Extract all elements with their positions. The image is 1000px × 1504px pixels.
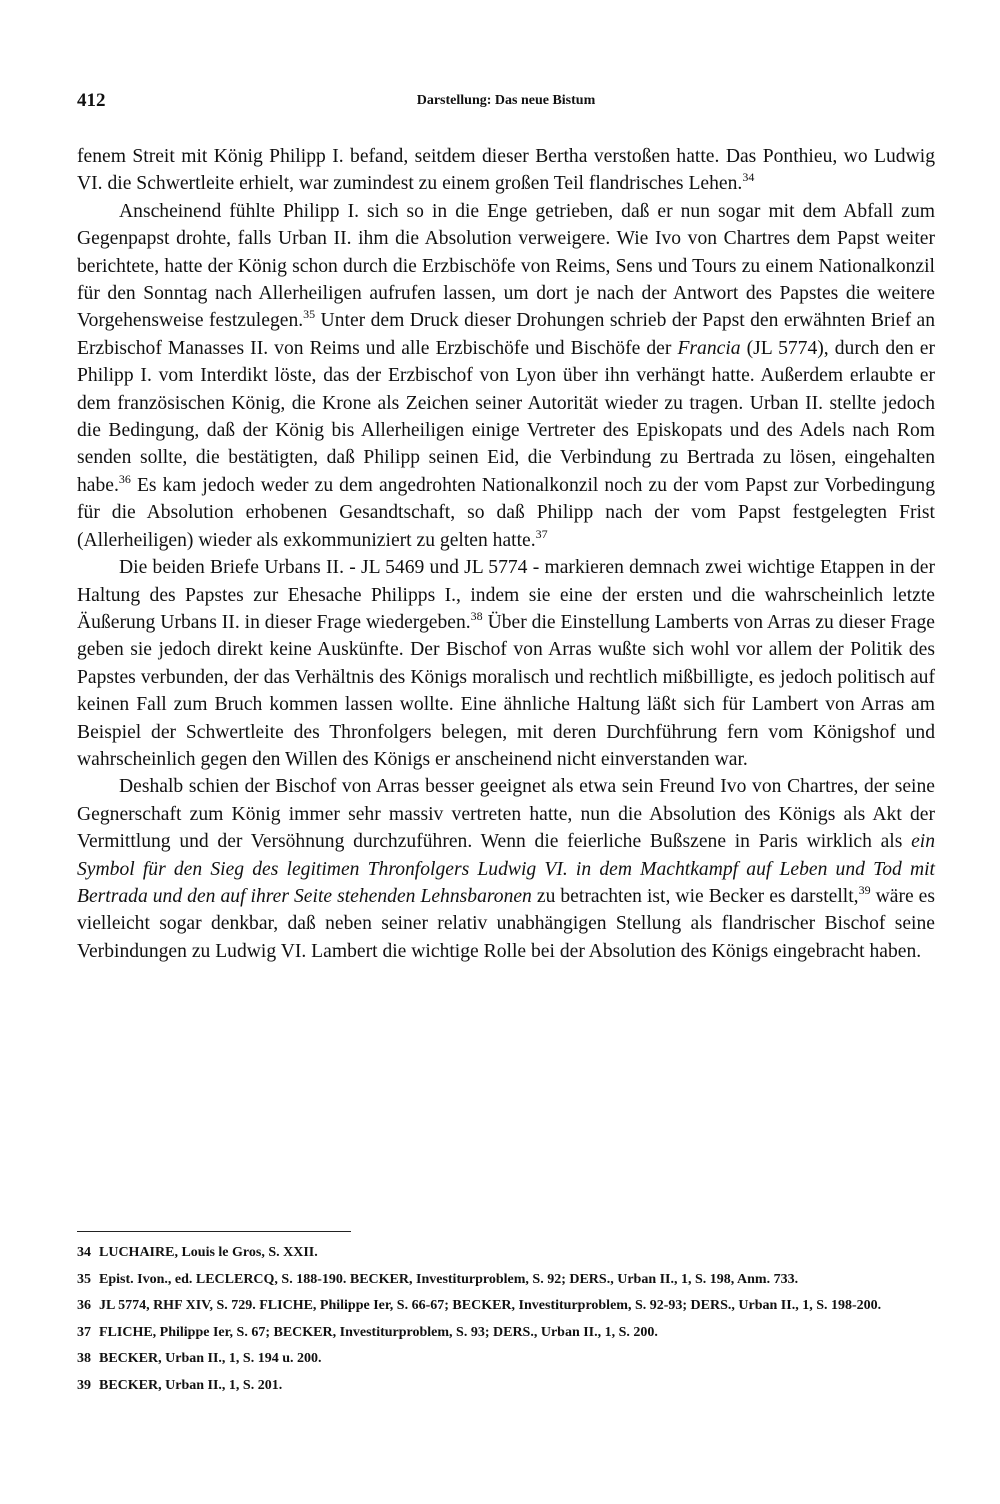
footnote-text: Epist. Ivon., ed. LECLERCQ, S. 188-190. BECKER, Investiturproblem, S. 92; DERS., Urban II., 1, S. 198, Anm. 733. <box>99 1271 799 1287</box>
footnote-text: FLICHE, Philippe Ier, S. 67; BECKER, Investiturproblem, S. 93; DERS., Urban II., 1, S. 200. <box>99 1324 658 1340</box>
footnote-text: BECKER, Urban II., 1, S. 201. <box>99 1377 283 1393</box>
italic-term-francia: Francia <box>677 337 741 359</box>
paragraph-text: zu betrachten ist, wie Becker es darstellt, <box>531 885 859 907</box>
footnotes <box>77 1243 935 1402</box>
paragraph-text: Es kam jedoch weder zu dem angedrohten Nationalkonzil noch zu der vom Papst zur Vorbedingung für die Absolution erhobenen Gesandtschaft, so daß Philipp nach der vom Papst festgelegten Frist (Allerheiligen) wieder als exkommuniziert zu gelten hatte. <box>77 474 935 551</box>
paragraph-1 <box>77 143 935 198</box>
footnote-number: 37 <box>77 1324 91 1340</box>
paragraph-text: wäre es vielleicht sogar denkbar, daß neben seiner relativ unabhängigen Stellung als flandrischer Bischof seine Verbindungen zu Ludwig VI. Lambert die wichtige Rolle bei der Absolution des Königs eingebracht haben. <box>77 885 935 962</box>
footnote-39 <box>77 1376 935 1396</box>
paragraph-text: Über die Einstellung Lamberts von Arras zu dieser Frage geben sie jedoch direkt keine Auskünfte. Der Bischof von Arras wußte sich wohl vor allem der Politik des Papstes verbunden, der das Verhältnis des Königs moralisch und rechtlich mißbilligte, es jedoch politisch auf keinen Fall zum Bruch kommen lassen wollte. Eine ähnliche Haltung läßt sich für Lambert von Arras am Beispiel der Schwertleite des Thronfolgers belegen, mit deren Durchführung fern vom Königshof und wahrscheinlich gegen den Willen des Königs er anscheinend nicht einverstanden war. <box>77 611 935 770</box>
footnote-number: 36 <box>77 1298 91 1313</box>
footnote-ref-39: 39 <box>858 882 871 897</box>
paragraph-text: Deshalb schien der Bischof von Arras besser geeignet als etwa sein Freund Ivo von Chartres, der seine Gegnerschaft zum König immer sehr massiv vertreten hatte, nun die Absolution des Königs als Akt der Vermittlung und der Versöhnung durchzuführen. Wenn die feierliche Bußszene in Paris wirklich als <box>77 776 935 853</box>
footnote-text: BECKER, Urban II., 1, S. 194 u. 200. <box>99 1351 322 1366</box>
footnote-number: 35 <box>77 1271 91 1287</box>
footnote-38 <box>77 1349 935 1369</box>
paragraph-3 <box>77 554 935 773</box>
running-head <box>77 90 935 114</box>
footnote-35 <box>77 1270 935 1290</box>
footnote-ref-37: 37 <box>535 526 548 541</box>
footnote-number: 34 <box>77 1245 91 1260</box>
page-number: 412 <box>77 90 106 111</box>
footnote-ref-36: 36 <box>118 471 131 486</box>
footnote-34 <box>77 1243 935 1263</box>
footnote-number: 39 <box>77 1377 91 1393</box>
footnote-36 <box>77 1296 935 1316</box>
italic-quotation: ein Symbol für den Sieg des legitimen Thronfolgers Ludwig VI. in dem Machtkampf auf Leben und Tod mit Bertrada und den auf ihrer Seite stehenden Lehnsbaronen <box>77 831 935 907</box>
paragraph-2 <box>77 198 935 554</box>
footnote-ref-35: 35 <box>303 307 316 322</box>
paragraph-text: (JL 5774), durch den er Philipp I. vom Interdikt löste, das der Erzbischof von Lyon über ihn verhängt hatte. Außerdem erlaubte er dem französischen König, die Krone als Zeichen seiner Autorität wieder zu tragen. Urban II. stellte jedoch die Bedingung, daß der König bis Allerheiligen einige Vertreter des Episkopats und des Adels nach Rom senden sollte, die bestätigten, daß Philipp seinen Eid, die Verbindung zu Bertrada zu lösen, eingehalten habe. <box>77 337 935 496</box>
footnote-ref-38: 38 <box>470 608 483 623</box>
footnote-text: JL 5774, RHF XIV, S. 729. FLICHE, Philippe Ier, S. 66-67; BECKER, Investiturproblem, S. 92-93; DERS., Urban II., 1, S. 198-200. <box>99 1298 882 1313</box>
footnote-37 <box>77 1323 935 1343</box>
paragraph-text: Unter dem Druck dieser Drohungen schrieb der Papst den erwähnten Brief an Erzbischof Manasses II. von Reims und alle Erzbischöfe und Bischöfe der <box>77 310 936 359</box>
footnote-separator <box>77 1231 351 1232</box>
paragraph-text: Anscheinend fühlte Philipp I. sich so in die Enge getrieben, daß er nun sogar mit dem Abfall zum Gegenpapst drohte, falls Urban II. ihm die Absolution verweigere. Wie Ivo von Chartres dem Papst weiter berichtete, hatte der König schon durch die Erzbischöfe von Reims, Sens und Tours zu einem Nationalkonzil für den Sonntag nach Allerheiligen aufrufen lassen, um dort je nach der Antwort des Papstes die weitere Vorgehensweise festzulegen. <box>77 200 935 332</box>
paragraph-text: Die beiden Briefe Urbans II. - JL 5469 und JL 5774 - markieren demnach zwei wichtige Etappen in der Haltung des Papstes zur Ehesache Philipps I., indem sie eine der ersten und die wahrscheinlich letzte Äußerung Urbans II. in dieser Frage wiedergeben. <box>77 557 935 633</box>
footnote-ref-34: 34 <box>742 170 755 185</box>
body-text <box>77 143 935 965</box>
paragraph-4 <box>77 773 935 965</box>
running-title: Darstellung: Das neue Bistum <box>416 93 596 108</box>
paragraph-text: fenem Streit mit König Philipp I. befand, seitdem dieser Bertha verstoßen hatte. Das Ponthieu, wo Ludwig VI. die Schwertleite erhielt, war zumindest zu einem großen Teil flandrisches Lehen. <box>77 146 935 195</box>
footnote-text: LUCHAIRE, Louis le Gros, S. XXII. <box>99 1245 318 1260</box>
footnote-number: 38 <box>77 1351 91 1366</box>
